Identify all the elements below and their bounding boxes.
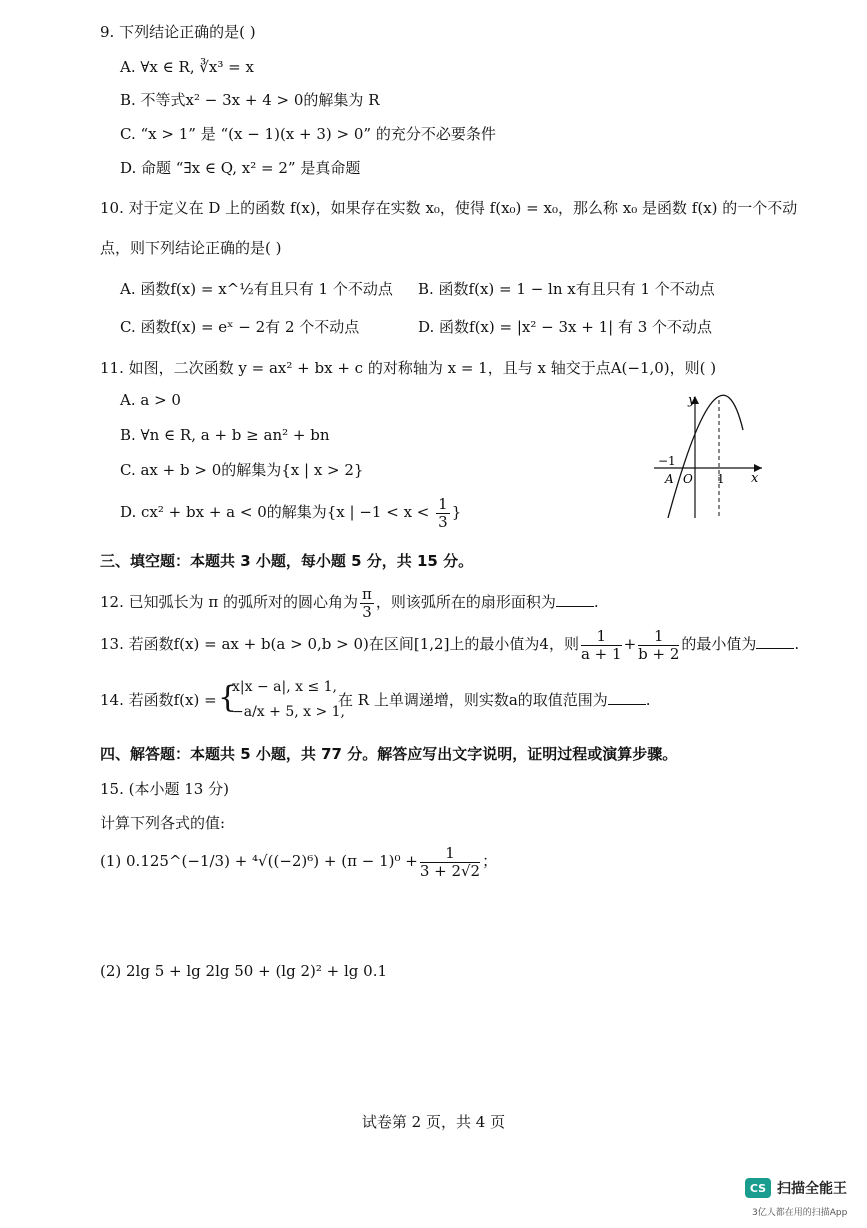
q15-part-1 xyxy=(100,840,497,882)
neg-one-label: −1 xyxy=(658,454,676,468)
q12-text: 12. 已知弧长为 π 的弧所对的圆心角为 xyxy=(100,593,359,611)
q15-intro: 计算下列各式的值: xyxy=(100,814,226,832)
q9-option-c: C. “x > 1” 是 “(x − 1)(x + 3) > 0” 的充分不必要条件 xyxy=(120,125,496,143)
q14-text-end: 在 R 上单调递增，则实数a的取值范围为 xyxy=(338,691,608,709)
q14-case-1: x|x − a|, x ≤ 1, xyxy=(232,679,337,695)
fraction-numerator: 1 xyxy=(420,845,480,863)
q12-text-end: ，则该弧所在的扇形面积为 xyxy=(375,593,556,611)
x-axis-label: x xyxy=(751,471,759,486)
page-footer: 试卷第 2 页，共 4 页 xyxy=(361,1113,506,1131)
q9-stem: 9. 下列结论正确的是( ) xyxy=(100,23,256,41)
q10-option-c: C. 函数f(x) = eˣ − 2有 2 个不动点 xyxy=(120,318,360,336)
q14-pre: 14. 若函数f(x) = xyxy=(100,691,217,709)
q11-option-d-set-end: } xyxy=(451,503,462,521)
q12: 12. 已知弧长为 π 的弧所对的圆心角为 $\frac{\pi}{3}$ ，则该弧所在的扇形面积为 . xyxy=(100,584,599,621)
q12-answer-blank[interactable] xyxy=(556,592,594,607)
left-brace-icon: { xyxy=(218,680,238,715)
fraction-numerator: 1 xyxy=(638,628,679,646)
q14-post: 在 R 上单调递增，则实数a的取值范围为 . xyxy=(338,691,651,709)
q11-option-c: C. ax + b > 0的解集为{x | x > 2} xyxy=(120,461,364,479)
parabola-graph xyxy=(648,390,768,520)
q10-stem-line1: 10. 对于定义在 D 上的函数 f(x)，如果存在实数 x₀，使得 f(x₀) = x₀，那么称 x₀ 是函数 f(x) 的一个不动 xyxy=(100,199,798,217)
q9-option-d: D. 命题 “∃x ∈ Q, x² = 2” 是真命题 xyxy=(120,159,361,177)
fraction-denominator: a + 1 xyxy=(580,644,622,663)
q13-text: 13. 若函数f(x) = ax + b(a > 0,b > 0)在区间[1,2]上的最小值为4，则 xyxy=(100,635,579,653)
q11-option-d-set: {x | −1 < x < xyxy=(326,503,435,521)
q9-option-a: A. ∀x ∈ R, ∛x³ = x xyxy=(120,58,254,76)
fraction-numerator: 1 xyxy=(438,494,448,513)
q11-stem: 11. 如图，二次函数 y = ax² + bx + c 的对称轴为 x = 1，且与 x 轴交于点A(−1,0)，则( ) xyxy=(100,359,717,377)
camscanner-logo-icon: CS xyxy=(745,1178,771,1198)
q11-option-b: B. ∀n ∈ R, a + b ≥ an² + bn xyxy=(120,426,330,444)
q15-title: 15. (本小题 13 分) xyxy=(100,780,229,798)
origin-label: O xyxy=(683,472,693,486)
q15-part-2: (2) 2lg 5 + lg 2lg 50 + (lg 2)² + lg 0.1 xyxy=(100,962,387,980)
camscanner-tagline: 3亿人都在用的扫描App xyxy=(752,1208,848,1218)
q11-option-a: A. a > 0 xyxy=(120,391,181,409)
q10-option-d: D. 函数f(x) = |x² − 3x + 1| 有 3 个不动点 xyxy=(418,318,713,336)
q14-case-2: −a/x + 5, x > 1, xyxy=(232,704,346,720)
parabola-curve xyxy=(668,395,743,518)
fraction-denominator: b + 2 xyxy=(638,644,680,663)
q15-part-1-text: (1) 0.125^(−1/3) + ⁴√((−2)⁶) + (π − 1)⁰ + xyxy=(100,852,418,870)
q14-answer-blank[interactable] xyxy=(608,690,646,705)
scanner-watermark xyxy=(745,1178,847,1198)
q11-option-d-text: D. cx² + bx + a < 0的解集为 xyxy=(120,503,327,521)
q13-text-end: 的最小值为 xyxy=(681,635,757,653)
fraction-numerator: π xyxy=(362,584,372,603)
q13-answer-blank[interactable] xyxy=(756,634,794,649)
q12-fraction xyxy=(360,586,374,621)
fraction-numerator: 1 xyxy=(581,628,622,646)
point-a-label: A xyxy=(665,472,674,486)
q10-option-b: B. 函数f(x) = 1 − ln x有且只有 1 个不动点 xyxy=(418,280,715,298)
q9-option-b: B. 不等式x² − 3x + 4 > 0的解集为 R xyxy=(120,91,380,109)
plus-sign: + xyxy=(623,635,637,653)
q13-fraction-2 xyxy=(638,628,679,663)
one-label: 1 xyxy=(717,472,725,486)
q15-part-1-end: ； xyxy=(482,852,498,870)
q10-stem-line2: 点，则下列结论正确的是( ) xyxy=(100,239,282,257)
fraction-denominator: 3 xyxy=(438,512,448,531)
q13-fraction-1 xyxy=(581,628,622,663)
section-fill-in-heading: 三、填空题：本题共 3 小题，每小题 5 分，共 15 分。 xyxy=(100,552,474,570)
q11-option-d xyxy=(120,490,461,534)
camscanner-name: 扫描全能王 xyxy=(777,1181,847,1197)
q13: 13. 若函数f(x) = ax + b(a > 0,b > 0)在区间[1,2]上的最小值为4，则 $\frac{1}{a + 1}$ + $\frac{1}{b + 2}$ 的最小值为 . xyxy=(100,626,800,663)
fraction-denominator: 3 xyxy=(362,602,372,621)
q10-option-a: A. 函数f(x) = x^½有且只有 1 个不动点 xyxy=(120,280,393,298)
fraction-denominator: 3 + 2√2 xyxy=(419,861,481,880)
section-solve-heading: 四、解答题：本题共 5 小题，共 77 分。解答应写出文字说明，证明过程或演算步骤。 xyxy=(100,745,678,763)
y-axis-label: y xyxy=(688,393,696,408)
q15-part-1-fraction xyxy=(420,845,480,880)
q11-option-d-fraction xyxy=(436,496,450,531)
